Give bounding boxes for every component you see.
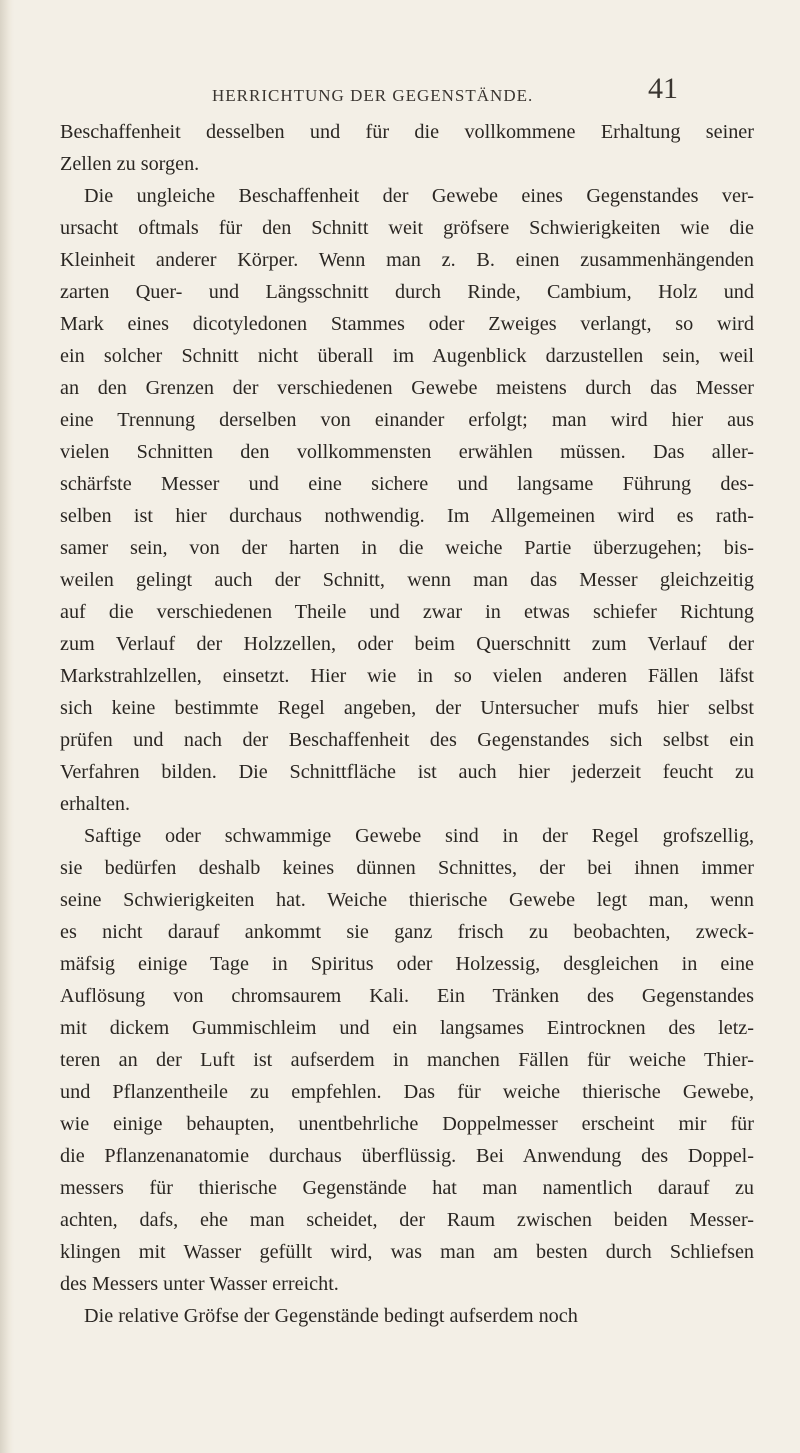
text-line: messers für thierische Gegenstände hat man namentlich darauf zu [60,1177,754,1199]
text-line: Zellen zu sorgen. [60,153,200,175]
body-text [60,116,754,1332]
text-line: ein solcher Schnitt nicht überall im Augenblick darzustellen sein, weil [60,345,754,367]
text-line: ursacht oftmals für den Schnitt weit gröfsere Schwierigkeiten wie die [60,217,754,239]
text-line: mit dickem Gummischleim und ein langsames Eintrocknen des letz- [60,1017,754,1039]
running-head: HERRICHTUNG DER GEGENSTÄNDE. [212,86,534,105]
text-line: zarten Quer- und Längsschnitt durch Rinde, Cambium, Holz und [60,281,754,303]
text-line: samer sein, von der harten in die weiche Partie überzugehen; bis- [60,537,754,559]
text-line: Mark eines dicotyledonen Stammes oder Zweiges verlangt, so wird [60,313,754,335]
page-edge [0,0,14,1453]
text-line: seine Schwierigkeiten hat. Weiche thierische Gewebe legt man, wenn [60,889,754,911]
text-line: schärfste Messer und eine sichere und langsame Führung des- [60,473,754,495]
text-line: die Pflanzenanatomie durchaus überflüssig. Bei Anwendung des Doppel- [60,1145,754,1167]
page-number: 41 [648,72,678,105]
text-line: sie bedürfen deshalb keines dünnen Schnittes, der bei ihnen immer [60,857,754,879]
text-line: achten, dafs, ehe man scheidet, der Raum zwischen beiden Messer- [60,1209,754,1231]
text-line: Markstrahlzellen, einsetzt. Hier wie in so vielen anderen Fällen läfst [60,665,754,687]
text-line: Die relative Gröfse der Gegenstände bedingt aufserdem noch [84,1305,578,1327]
text-line: klingen mit Wasser gefüllt wird, was man am besten durch Schliefsen [60,1241,754,1263]
text-line: prüfen und nach der Beschaffenheit des Gegenstandes sich selbst ein [60,729,754,751]
text-line: zum Verlauf der Holzzellen, oder beim Querschnitt zum Verlauf der [60,633,754,655]
text-line: auf die verschiedenen Theile und zwar in etwas schiefer Richtung [60,601,754,623]
text-line: mäfsig einige Tage in Spiritus oder Holzessig, desgleichen in eine [60,953,754,975]
text-line: Die ungleiche Beschaffenheit der Gewebe eines Gegenstandes ver- [84,185,754,207]
text-line: und Pflanzentheile zu empfehlen. Das für weiche thierische Gewebe, [60,1081,754,1103]
text-line: sich keine bestimmte Regel angeben, der Untersucher mufs hier selbst [60,697,754,719]
text-line: des Messers unter Wasser erreicht. [60,1273,339,1295]
text-line: Beschaffenheit desselben und für die vollkommene Erhaltung seiner [60,121,754,143]
text-line: an den Grenzen der verschiedenen Gewebe meistens durch das Messer [60,377,754,399]
text-line: eine Trennung derselben von einander erfolgt; man wird hier aus [60,409,754,431]
text-line: wie einige behaupten, unentbehrliche Doppelmesser erscheint mir für [60,1113,754,1135]
text-line: teren an der Luft ist aufserdem in manchen Fällen für weiche Thier- [60,1049,754,1071]
text-line: es nicht darauf ankommt sie ganz frisch zu beobachten, zweck- [60,921,754,943]
text-line: Auflösung von chromsaurem Kali. Ein Tränken des Gegenstandes [60,985,754,1007]
text-line: erhalten. [60,793,131,815]
text-line: Saftige oder schwammige Gewebe sind in der Regel grofszellig, [84,825,754,847]
text-line: selben ist hier durchaus nothwendig. Im Allgemeinen wird es rath- [60,505,754,527]
text-line: Verfahren bilden. Die Schnittfläche ist auch hier jederzeit feucht zu [60,761,754,783]
text-line: vielen Schnitten den vollkommensten erwählen müssen. Das aller- [60,441,754,463]
text-line: weilen gelingt auch der Schnitt, wenn man das Messer gleichzeitig [60,569,754,591]
text-line: Kleinheit anderer Körper. Wenn man z. B. einen zusammenhängenden [60,249,754,271]
